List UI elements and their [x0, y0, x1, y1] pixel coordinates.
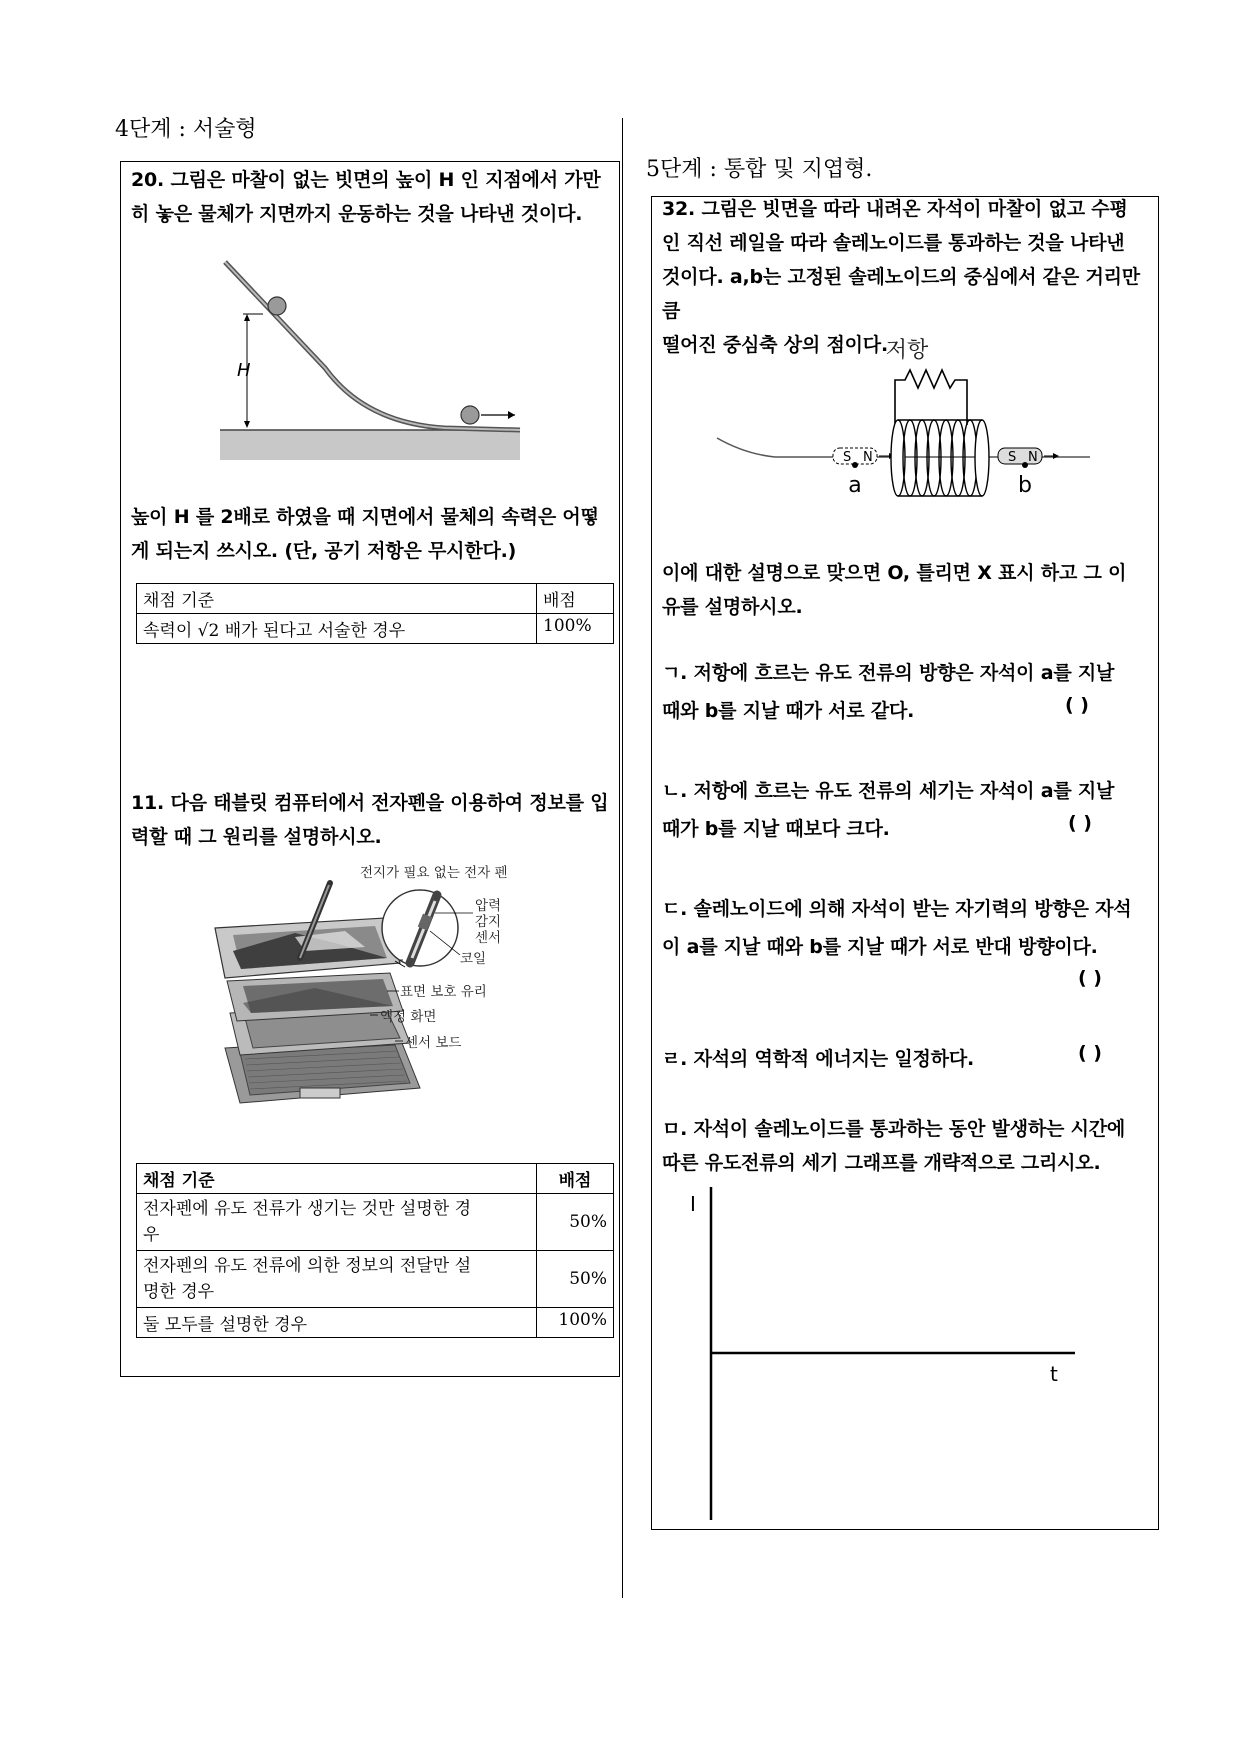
rubric-header-score: 배점: [537, 584, 614, 614]
item-digeut: ㄷ. 솔레노이드에 의해 자석이 받는 자기력의 방향은 자석 이 a를 지날 때와 b를 지날 때가 서로 반대 방향이다.: [662, 898, 1132, 958]
svg-text:액정 화면: 액정 화면: [380, 1009, 437, 1025]
svg-text:센서 보드: 센서 보드: [405, 1035, 462, 1051]
solenoid-coil: [891, 420, 989, 496]
q11-text-line2: 력할 때 그 원리를 설명하시오.: [131, 826, 382, 848]
svg-text:S: S: [1008, 450, 1017, 465]
table-row: [137, 1251, 614, 1308]
rubric-score: 100%: [537, 614, 614, 644]
svg-text:표면 보호 유리: 표면 보호 유리: [400, 984, 487, 1000]
ball-top: [268, 297, 286, 315]
tablet-figure: [205, 863, 550, 1108]
table-row: [137, 1164, 614, 1194]
answer-blank[interactable]: ( ): [1078, 1042, 1102, 1064]
rubric-criterion: 둘 모두를 설명한 경우: [137, 1308, 537, 1338]
rubric-score: 50%: [537, 1251, 614, 1308]
svg-text:코일: 코일: [460, 951, 487, 967]
q11-rubric-table: [136, 1163, 614, 1338]
item-rieul: ㄹ. 자석의 역학적 에너지는 일정하다.: [662, 1048, 975, 1070]
point-a-label: a: [848, 473, 862, 498]
rubric-criterion: 전자펜에 유도 전류가 생기는 것만 설명한 경 우: [137, 1194, 537, 1251]
answer-blank[interactable]: ( ): [1065, 694, 1089, 716]
rubric-header-score: 배점: [537, 1164, 614, 1194]
svg-text:N: N: [863, 450, 873, 465]
svg-text:전지가 필요 없는 전자 펜: 전지가 필요 없는 전자 펜: [360, 865, 508, 881]
solenoid-figure: [715, 330, 1095, 515]
q20-text-line2: 히 놓은 물체가 지면까지 운동하는 것을 나타낸 것이다.: [131, 203, 583, 225]
y-axis-label: I: [690, 1192, 696, 1216]
rubric-header-criteria: 채점 기준: [137, 584, 537, 614]
ball-bottom: [461, 406, 479, 424]
svg-text:S: S: [843, 450, 852, 465]
svg-text:센서: 센서: [475, 930, 502, 946]
q32-text-line3: 것이다. a,b는 고정된 솔레노이드의 중심에서 같은 거리만큼: [662, 266, 1140, 322]
q32-text-line2: 인 직선 레일을 따라 솔레노이드를 통과하는 것을 나타낸: [662, 232, 1125, 254]
table-row: [137, 1194, 614, 1251]
q20-question-line1: 높이 H 를 2배로 하였을 때 지면에서 물체의 속력은 어떻: [131, 506, 599, 528]
q32-text-line1: 32. 그림은 빗면을 따라 내려온 자석이 마찰이 없고 수평: [662, 198, 1128, 220]
magnet-right: [998, 448, 1042, 465]
q20-text-line1: 20. 그림은 마찰이 없는 빗면의 높이 H 인 지점에서 가만: [131, 169, 601, 191]
height-label: H: [237, 360, 251, 381]
section-title-right: 5단계 : 통합 및 지엽형.: [646, 157, 873, 182]
resistor-circuit: [895, 370, 967, 425]
q32-instruction: 이에 대한 설명으로 맞으면 O, 틀리면 X 표시 하고 그 이 유를 설명하시오.: [662, 562, 1127, 618]
table-row: [137, 584, 614, 614]
rubric-criterion: 속력이 √2 배가 된다고 서술한 경우: [137, 614, 537, 644]
rubric-score: 100%: [537, 1308, 614, 1338]
resistor-label: 저항: [885, 338, 929, 363]
q20-question-line2: 게 되는지 쓰시오. (단, 공기 저항은 무시한다.): [131, 540, 517, 562]
q32-text-line4: 떨어진 중심축 상의 점이다.: [662, 334, 888, 356]
svg-text:N: N: [1028, 450, 1038, 465]
table-row: [137, 1308, 614, 1338]
point-a: [852, 462, 858, 468]
q20-text: [131, 163, 616, 231]
q20-question: [131, 500, 616, 568]
svg-text:압력: 압력: [475, 898, 502, 914]
incline-surface: [225, 262, 520, 430]
svg-text:감지: 감지: [475, 914, 502, 930]
point-b: [1022, 462, 1028, 468]
item-nieun: ㄴ. 저항에 흐르는 유도 전류의 세기는 자석이 a를 지날 때가 b를 지날 때보다 크다.: [662, 780, 1115, 840]
section-title-left: 4단계 : 서술형: [115, 117, 257, 142]
incline-figure: [215, 258, 525, 460]
answer-blank[interactable]: ( ): [1068, 812, 1092, 834]
table-row: [137, 614, 614, 644]
rubric-criterion: 전자펜의 유도 전류에 의한 정보의 전달만 설 명한 경우: [137, 1251, 537, 1308]
item-mieum: ㅁ. 자석이 솔레노이드를 통과하는 동안 발생하는 시간에 따른 유도전류의 세기 그래프를 개략적으로 그리시오.: [662, 1118, 1126, 1174]
rubric-header-criteria: 채점 기준: [137, 1164, 537, 1194]
point-b-label: b: [1018, 473, 1032, 498]
q11-text-line1: 11. 다음 태블릿 컴퓨터에서 전자펜을 이용하여 정보를 입: [131, 792, 609, 814]
rubric-score: 50%: [537, 1194, 614, 1251]
current-time-graph[interactable]: [680, 1185, 1090, 1525]
q20-rubric-table: [136, 583, 614, 644]
answer-blank[interactable]: ( ): [1078, 967, 1102, 989]
x-axis-label: t: [1050, 1362, 1058, 1386]
q11-text: [131, 786, 616, 854]
item-giyeok: ㄱ. 저항에 흐르는 유도 전류의 방향은 자석이 a를 지날 때와 b를 지날 때가 서로 같다.: [662, 662, 1115, 722]
column-divider: [622, 118, 623, 1598]
ground: [220, 430, 520, 460]
